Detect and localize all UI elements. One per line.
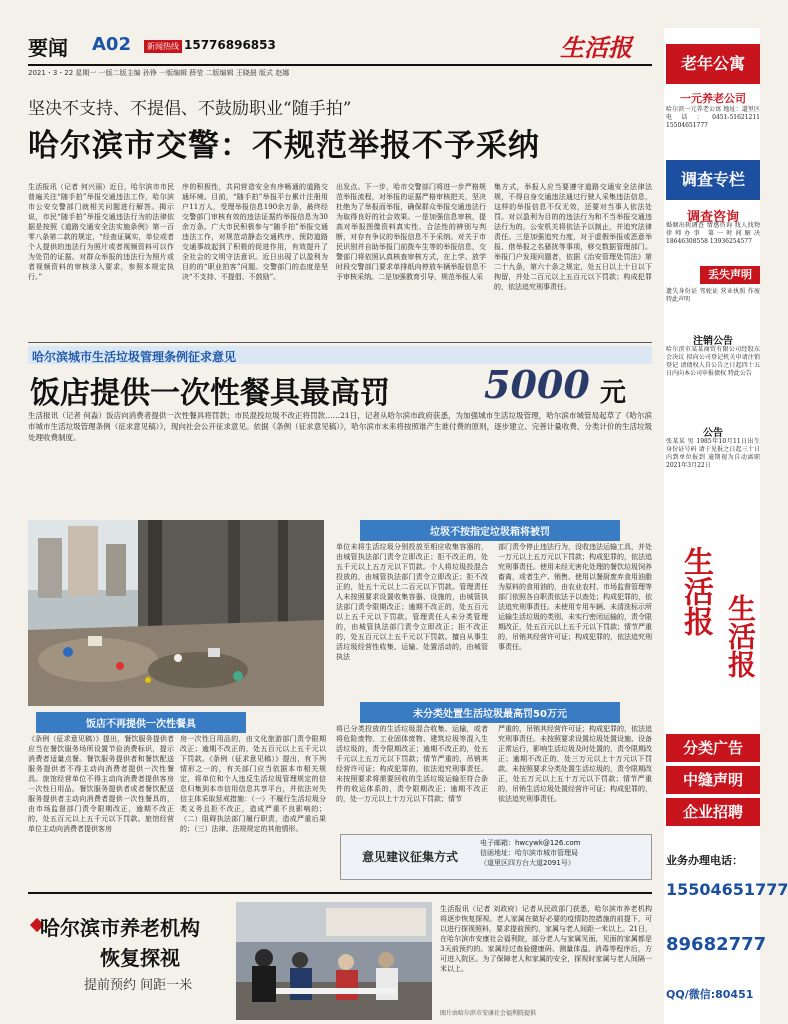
hotline-number: 15776896853 bbox=[184, 38, 276, 52]
ad-phone-1: 15504651777 bbox=[666, 880, 788, 899]
ad-investigation: 调查专栏 bbox=[666, 160, 760, 200]
ad-yiyuan-title: 一元养老公司 bbox=[680, 92, 746, 105]
ad-classified: 分类广告 bbox=[666, 734, 760, 762]
story2-fine-amount: 5000 bbox=[484, 362, 590, 407]
story-divider bbox=[28, 342, 652, 343]
ad-notice-title: 公告 bbox=[703, 428, 723, 439]
nursing-home-visit-photo bbox=[236, 902, 432, 1020]
ad-consult-title: 调查咨询 bbox=[686, 210, 739, 225]
sub1-column-2: 部门责令停止违法行为，没收违法运输工具，并处一万元以上五万元以下罚款；构成犯罪的，依法追究刑事责任。使用未经无害化处理的餐饮垃圾饲养畜禽，或者生产、销售、使用以餐厨废弃食用油脂为原料的食用油的，由农业农村、市场监督管理等部门依照各自职责依法予以查处；构成犯罪的，依法追究刑事责任。未使用专用车辆、未清洗标示所运输生活垃圾的类别、未实行密闭运输的，责令限期改正，处五百元以上五千元以下罚款；情节严重的，吊销其经营许可证；构成犯罪的，依法追究刑事责任。 bbox=[498, 543, 652, 651]
subhead-unsorted-fine: 未分类处置生活垃圾最高罚50万元 bbox=[360, 702, 620, 723]
logo-vertical-2: 生活报 bbox=[724, 594, 757, 678]
ad-cancel-notice-text: 哈尔滨市某某商贸有限公司经股东会决议 拟向公司登记机关申请注销登记 请债权人自公告之日起四十五日内向本公司申报债权 特此公告 bbox=[666, 346, 760, 377]
ad-yiyuan-text: 哈尔滨一元养老公寓 地址：道里区 电话：0451-51621211 15504651777 bbox=[666, 106, 760, 129]
page-number: A02 bbox=[92, 34, 131, 55]
story2-fine-unit: 元 bbox=[600, 378, 627, 408]
sub3-column-1: 《条例（征求意见稿）》提出，餐饮服务提供者应当在餐饮服务场所设置节俭消费标识，提示消费者适量点餐。餐饮服务提供者和餐饮配送服务提供者不得主动向消费者提供一次性餐具。旅馆经营单位不得主动向消费者提供客房一次性日用品。餐饮服务提供者或者餐饮配送服务提供者主动向消费者提供一次性餐具的，由市场监督部门责令限期改正，逾期不改正的，处五百元以上五千元以下罚款。旅馆经营单位主动向消费者提供客房 bbox=[28, 735, 174, 833]
ad-loss-notice-text: 遗失身份证 驾驶证 营业执照 作废 特此声明 bbox=[666, 288, 760, 303]
sub1-column-1: 单位未将生活垃圾分别投放至相应收集容器的，由城管执法部门责令立即改正；拒不改正的，处五千元以上五万元以下罚款。个人将垃圾投混合投放的，由城管执法部门责令立即改正；拒不改正的，处五十元以上二百元以下罚款。管理责任人未按照要求设置收集容器、设施的，由城管执法部门责令限期改正；逾期不改正的，处五百元以上五千元以下罚款。管理责任人未分类管理的，由城管执法部门责令立即改正；拒不改正的，处五百元以上五千元以下罚款。擅自从事生活垃圾经营性收集、运输、处置活动的，由城管执法 bbox=[336, 543, 488, 661]
story3-title-line1: 哈尔滨市养老机构 bbox=[40, 916, 200, 940]
ad-phone-2: 89682777 bbox=[666, 934, 767, 955]
subhead-no-disposable-tableware: 饭店不再提供一次性餐具 bbox=[36, 712, 246, 733]
ad-notice-text: 张某某 男 1985年10月11日出生 身份证号码 请于见报之日起三十日内到单位报到 逾期视为自动离职 2021年3月22日 bbox=[666, 438, 760, 469]
ad-consult-text: 婚姻出轨调查 情感咨询 找人找物 律师办事 第一时间解决 18646308558 13936254577 bbox=[666, 222, 760, 245]
sub3-column-2: 房一次性日用品的，由文化旅游部门责令限期改正；逾期不改正的，处五百元以上五千元以下罚款。《条例（征求意见稿）》提出，有下列情形之一的，有关部门应当依据本市相关规定，将单位和个人违反生活垃圾管理规定的信息归集到本市信用信息共享平台，并依法对失信主体采取惩戒措施：（一）不履行生活垃圾分类义务且拒不改正，造成严重不良影响的；（二）阻碍执法部门履行职责，造成严重后果的；（三）法律、法规规定的其他情形。 bbox=[180, 735, 326, 833]
ad-senior-apartment: 老年公寓 bbox=[666, 44, 760, 84]
section-name: 要闻 bbox=[28, 36, 68, 60]
feedback-email: 电子邮箱：hwcywk@126.com bbox=[480, 839, 581, 847]
ad-loss-notice-title: 丢失声明 bbox=[700, 266, 760, 284]
story2-lead: 生活报讯（记者 何淼）饭店向消费者提供一次性餐具将罚款；市民混投垃圾不改正将罚款……21日，记者从哈尔滨市政府获悉，为加强城市生活垃圾管理，哈尔滨市城管局起草了《哈尔滨市城市生活垃圾管理条例（征求意见稿）》，现向社会公开征求意见。依据《条例（征求意见稿）》，哈尔滨市未来将按照谁产生谁付费的原则，逐步建立、完善计量收费、分类计价的生活垃圾处理收费制度。 bbox=[28, 411, 652, 442]
story1-headline: 哈尔滨市交警：不规范举报不予采纳 bbox=[28, 128, 540, 164]
sub2-column-1: 将已分类投放的生活垃圾混合收集、运输，或者将危险废物、工业固体废物、建筑垃圾等混入生活垃圾的，责令限期改正；逾期不改正的，处五千元以上五万元以下罚款；情节严重的，吊销其经营许可证；构成犯罪的，依法追究刑事责任。未按照要求将需要回收的生活垃圾运输至符合条件的收运体系的，责令限期改正；逾期不改正的，处一万元以上十万元以下罚款；情节 bbox=[336, 725, 488, 803]
story1-column-1: 生活报讯（记者 何兴丽）近日，哈尔滨市市民普遍关注“随手拍”举报交通违法工作，哈尔滨市公安交警部门就相关问题进行解答。揭示说，市民“随手拍”举报交通违法行为的法律依据是按照《道路交通安全法实施条例》第一百零八条第二款的规定，“经查证属实，单位或者个人提供的违法行为照片或者视频资料可以作为处罚的证据。对群众举报的违法行为照片或者视频资料的审核录入要求，参照本规定执行。” bbox=[28, 183, 174, 281]
story3-caption: 图片由哈尔滨市安康社会福利院提供 bbox=[440, 1010, 537, 1017]
ad-phone-label: 业务办理电话： bbox=[666, 854, 743, 867]
feedback-contact bbox=[480, 838, 580, 868]
subhead-garbage-bin-fine: 垃圾不按指定垃圾箱将被罚 bbox=[360, 520, 620, 541]
sub2-column-2: 严重的，吊销其经营许可证；构成犯罪的，依法追究刑事责任。未按照要求设置垃圾处置设施、设备正常运行，影响生活垃圾及时处置的，责令限期改正；逾期不改正的，处三万元以上十万元以下罚款。未按照要求分类处置生活垃圾的，责令限期改正，处五万元以上五十万元以下罚款；情节严重的，吊销生活垃圾处置经营许可证；构成犯罪的，依法追究刑事责任。 bbox=[498, 725, 652, 803]
story1-column-3: 出发点。下一步，哈市交警部门将进一步严格规范举报流程，对举报的证据严格审核把关，坚决杜绝为了举报而举报，确保群众举报交通违法行为取得良好的社会效果。一是加强信息审核，提高对举报图像资料真实性、合法性的辨别与判断，对存有争议的举报信息不予采纳。对关于市民识别并自助举报门前拨车生等的举报信息，交警部门将依照认真核查审核方式，在上学、放学时段交警部门要求单排纸向停放车辆举报信息不予审核采纳。二是加强教育引导，规范举报人采 bbox=[336, 183, 486, 281]
story3-subtitle: 提前预约 间距一米 bbox=[84, 978, 193, 993]
feedback-label: 意见建议征集方式 bbox=[362, 850, 459, 864]
newspaper-logo: 生活报 bbox=[560, 33, 632, 62]
ad-recruitment: 企业招聘 bbox=[666, 798, 760, 826]
story3-title-line2: 恢复探视 bbox=[100, 946, 180, 970]
ad-cancel-notice-title: 注销公告 bbox=[693, 336, 733, 347]
story1-column-4: 集方式，举报人应当要遵守道路交通安全法律法规，不得自身交通违法通过行驶人采集违法信息，这样的举报信息不仅无效，还要对当事人依法处罚。对以盈利为目的的违法行为和不当举报交通违法行为的，公安机关将依法予以制止，并追究法律责任。三是加强追究力度，对于虚假举报或恶意举报、借举报之名骚扰等事项，移交数据管理部门。举报门户发现问题者，依据《治安管理处罚法》第二十九条，第六十条之规定，处五日以上十日以下拘留，并处二百元以上五百元以下罚款；构成犯罪的，依法追究刑事责任。 bbox=[494, 183, 652, 291]
story1-kicker: 坚决不支持、不提倡、不鼓励职业“随手拍” bbox=[28, 99, 352, 119]
feedback-address: 信函地址：哈尔滨市城市管理局 bbox=[480, 849, 578, 857]
issue-meta: 2021・3・22 星期一 一版二版主编 孙铮 一版编辑 薛莹 二版编辑 王晓晨 版式 赵娜 bbox=[28, 69, 290, 77]
story1-column-2: 序的积极性，共同营造安全有序畅通的道路交通环境。目前，“随手拍”举报平台累计注册用户11万人，受理举报信息190余万条，最终经交警部门审核有效的违法证据约举报信息为30余万条。广大市民积极参与“随手拍”举报交通违法工作，对规范动静态交通秩序、预防道路交通事故起到了积极的促进作用，有效提升了全社会的文明守法意识。近日出现了以盈利为目的的“职业拍客”问题。交警部门的态度是坚决“不支持、不提倡、不鼓励”。 bbox=[182, 183, 328, 281]
garbage-site-photo bbox=[28, 520, 324, 706]
ad-qq: QQ/微信:80451 bbox=[666, 988, 754, 1001]
story3-body: 生活报讯（记者 刘政府）记者从民政部门获悉，哈尔滨市养老机构将逐步恢复探视。老人家属在做好必要的疫情防控措施的前提下，可以进行探视照料，要求提前预约，家属与老人间距一米以上。21日，在哈尔滨市安康社会福利院，部分老人与家属见面，见面的家属都是3天前预约的。家属经过查验健康码、测量体温、消毒等程序后，方可进入院区。为了保障老人和家属的安全，探视时家属与老人间隔一米以上。 bbox=[440, 905, 652, 973]
logo-vertical-1: 生活报 bbox=[678, 546, 713, 636]
story2-headline: 饭店提供一次性餐具最高罚 bbox=[30, 376, 390, 411]
hotline-label: 新闻热线 bbox=[144, 40, 182, 53]
ad-gutter-notice: 中缝声明 bbox=[666, 766, 760, 794]
header-rule bbox=[28, 64, 652, 66]
bottom-divider bbox=[28, 892, 652, 894]
story2-kicker: 哈尔滨城市生活垃圾管理条例征求意见 bbox=[32, 350, 237, 364]
feedback-address-detail: （道里区四方台大道2091号） bbox=[480, 859, 575, 867]
